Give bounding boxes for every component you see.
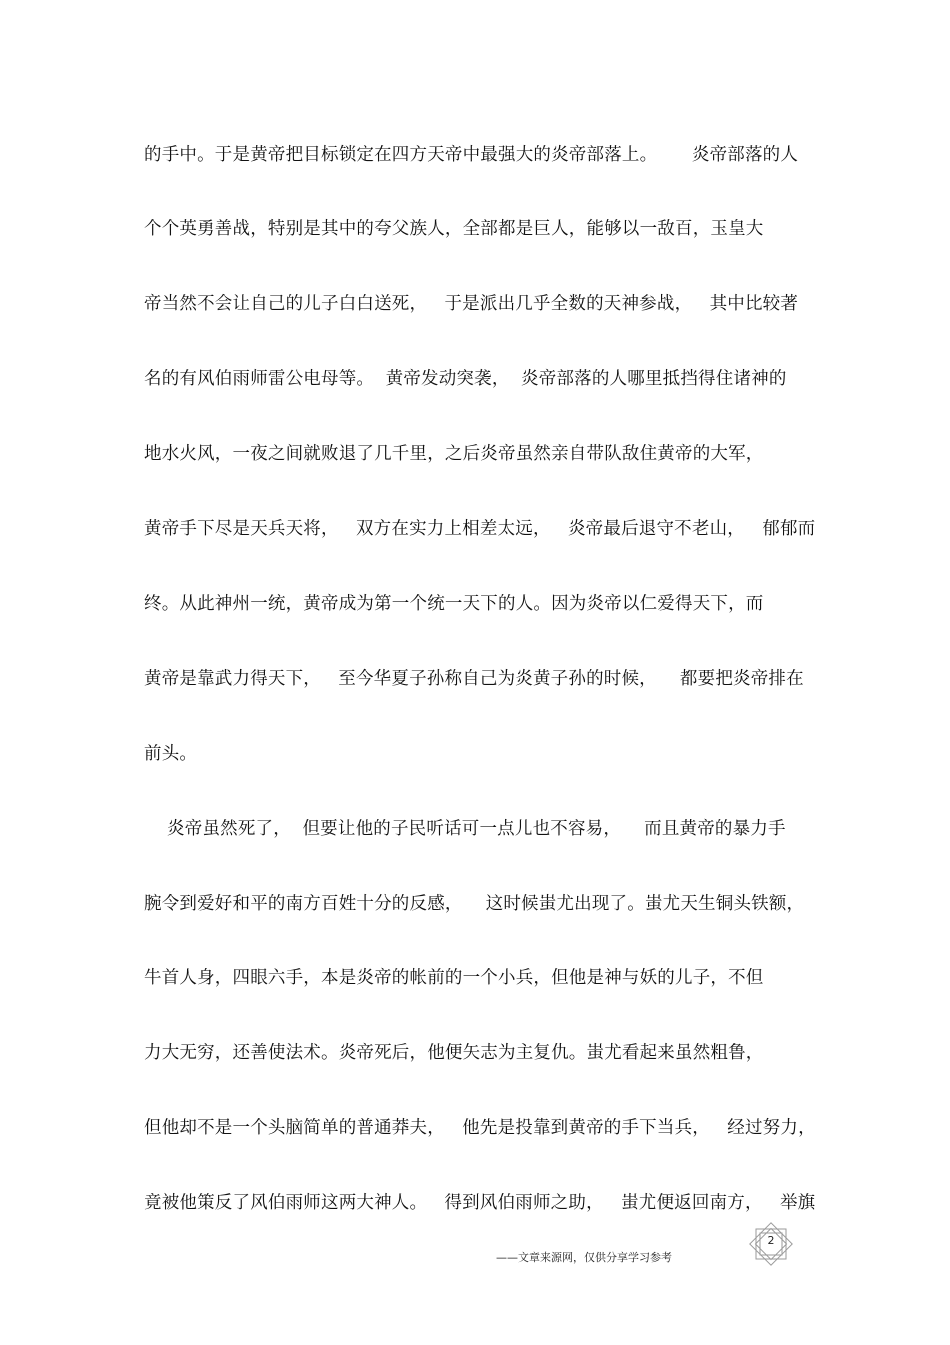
text-line: 炎帝虽然死了， 但要让他的子民听话可一点儿也不容易， 而且黄帝的暴力手 xyxy=(144,819,786,839)
text-line: 前头。 xyxy=(144,744,198,764)
text-line: 牛首人身，四眼六手，本是炎帝的帐前的一个小兵，但他是神与妖的儿子，不但 xyxy=(144,968,764,988)
text-line: 力大无穷，还善使法术。炎帝死后，他便矢志为主复仇。蚩尤看起来虽然粗鲁， xyxy=(144,1043,764,1063)
text-line: 终。从此神州一统，黄帝成为第一个统一天下的人。因为炎帝以仁爱得天下，而 xyxy=(144,594,764,614)
text-line: 但他却不是一个头脑简单的普通莽夫， 他先是投靠到黄帝的手下当兵， 经过努力， xyxy=(144,1118,816,1138)
text-line: 黄帝手下尽是天兵天将， 双方在实力上相差太远， 炎帝最后退守不老山， 郁郁而 xyxy=(144,519,816,539)
footer-source-note: ——文章来源网，仅供分享学习参考 xyxy=(496,1251,672,1264)
page-number-badge xyxy=(745,1218,797,1270)
text-line: 个个英勇善战，特别是其中的夸父族人，全部都是巨人，能够以一敌百，玉皇大 xyxy=(144,219,764,239)
text-line: 名的有风伯雨师雷公电母等。 黄帝发动突袭， 炎帝部落的人哪里抵挡得住诸神的 xyxy=(144,369,787,389)
page-number: 2 xyxy=(767,1234,775,1247)
text-line: 帝当然不会让自己的儿子白白送死， 于是派出几乎全数的天神参战， 其中比较著 xyxy=(144,294,799,314)
text-line: 腕令到爱好和平的南方百姓十分的反感， 这时候蚩尤出现了。蚩尤天生铜头铁额， xyxy=(144,894,805,914)
text-line: 黄帝是靠武力得天下， 至今华夏子孙称自己为炎黄子孙的时候， 都要把炎帝排在 xyxy=(144,669,804,689)
text-line: 地水火风，一夜之间就败退了几千里，之后炎帝虽然亲自带队敌住黄帝的大军， xyxy=(144,444,764,464)
text-line: 的手中。于是黄帝把目标锁定在四方天帝中最强大的炎帝部落上。 炎帝部落的人 xyxy=(144,145,799,165)
text-line: 竟被他策反了风伯雨师这两大神人。 得到风伯雨师之助， 蚩尤便返回南方， 举旗 xyxy=(144,1193,816,1213)
